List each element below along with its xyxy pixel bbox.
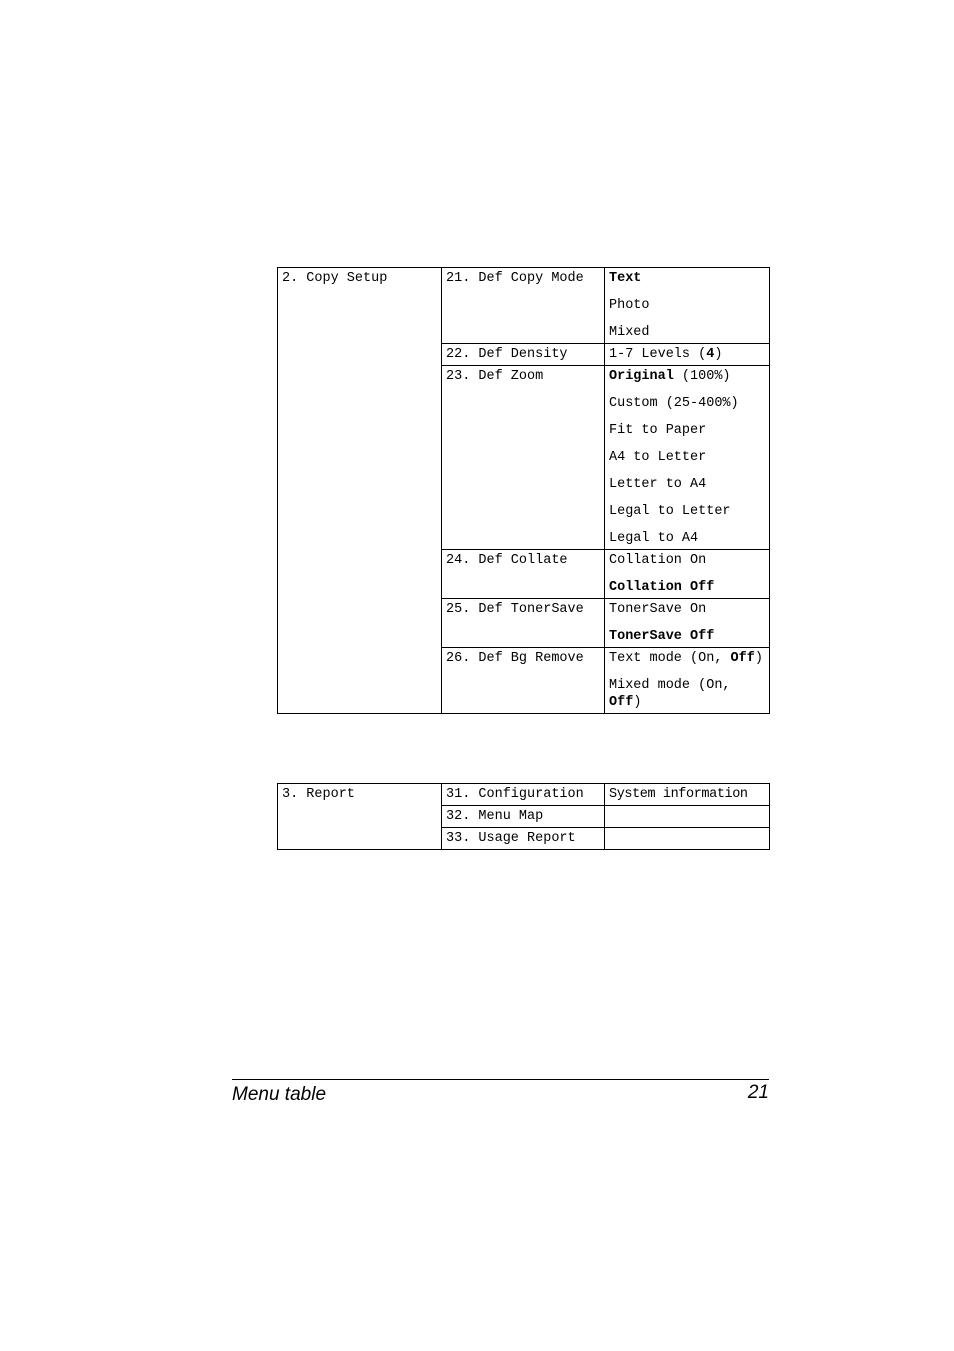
menu-item-cell	[442, 344, 605, 366]
menu-item-label: 21. Def Copy Mode	[446, 271, 584, 286]
option-tonersave-on: TonerSave On	[609, 602, 707, 617]
menu-options-cell	[605, 268, 770, 344]
menu-item-cell	[442, 828, 605, 850]
table-row	[278, 784, 770, 806]
option-text-mode: Text mode (On, Off)	[609, 651, 763, 666]
menu-item-cell	[442, 784, 605, 806]
option-custom: Custom (25-400%)	[609, 396, 739, 411]
menu-item-cell	[442, 550, 605, 599]
menu-item-label: 32. Menu Map	[446, 809, 544, 824]
option-text-bold: Text	[609, 271, 642, 286]
menu-item-cell	[442, 806, 605, 828]
menu-options-cell	[605, 599, 770, 648]
menu-item-cell	[442, 366, 605, 550]
menu-category-cell	[278, 268, 442, 714]
menu-item-label: 31. Configuration	[446, 787, 584, 802]
menu-item-cell	[442, 268, 605, 344]
menu-options-cell	[605, 784, 770, 806]
option-fit-to-paper: Fit to Paper	[609, 423, 707, 438]
option-legal-to-letter: Legal to Letter	[609, 504, 731, 519]
page-number: 21	[747, 1082, 769, 1103]
menu-item-label: 26. Def Bg Remove	[446, 651, 584, 666]
option-original: Original (100%)	[609, 369, 731, 384]
page-footer	[232, 1079, 769, 1105]
menu-options-cell	[605, 366, 770, 550]
menu-item-cell	[442, 599, 605, 648]
option-density-levels: 1-7 Levels (4)	[609, 347, 723, 362]
menu-item-label: 23. Def Zoom	[446, 369, 544, 384]
menu-options-cell	[605, 648, 770, 714]
option-letter-to-a4: Letter to A4	[609, 477, 707, 492]
option-tonersave-off: TonerSave Off	[609, 629, 715, 644]
table-row	[278, 268, 770, 344]
menu-item-label: 24. Def Collate	[446, 553, 568, 568]
menu-item-cell	[442, 648, 605, 714]
option-collation-off: Collation Off	[609, 580, 715, 595]
report-table	[277, 783, 770, 850]
option-collation-on: Collation On	[609, 553, 707, 568]
copy-setup-table	[277, 267, 770, 714]
menu-item-label: 22. Def Density	[446, 347, 568, 362]
menu-options-cell	[605, 806, 770, 828]
footer-title: Menu table	[232, 1084, 327, 1105]
option-legal-to-a4: Legal to A4	[609, 531, 699, 546]
menu-options-cell	[605, 828, 770, 850]
menu-options-cell	[605, 550, 770, 599]
option-mixed: Mixed	[609, 325, 650, 340]
option-system-information: System information	[609, 787, 748, 802]
menu-category-label: 2. Copy Setup	[282, 271, 388, 286]
menu-category-cell	[278, 784, 442, 850]
option-mixed-mode: Mixed mode (On, Off)	[609, 678, 739, 710]
option-photo: Photo	[609, 298, 650, 313]
menu-category-label: 3. Report	[282, 787, 355, 802]
menu-options-cell	[605, 344, 770, 366]
menu-item-label: 25. Def TonerSave	[446, 602, 584, 617]
menu-item-label: 33. Usage Report	[446, 831, 576, 846]
option-a4-to-letter: A4 to Letter	[609, 450, 707, 465]
